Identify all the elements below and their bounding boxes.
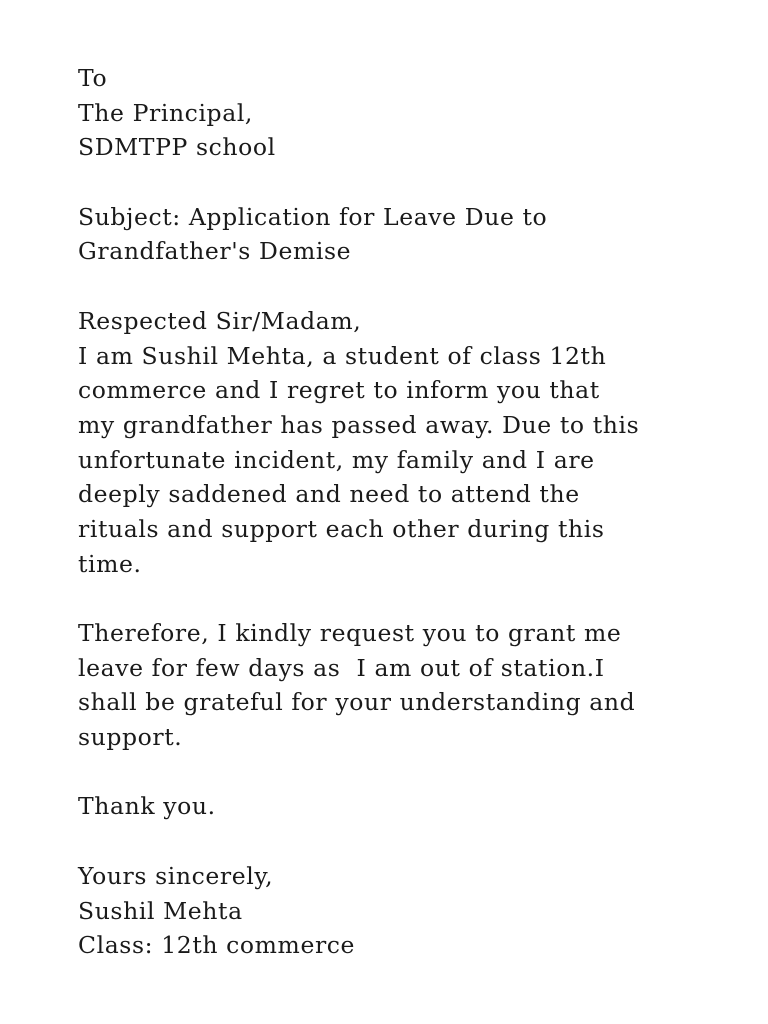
salutation: Respected Sir/Madam,: [78, 306, 362, 335]
signer-name: Sushil Mehta: [78, 896, 243, 925]
paragraph-line: shall be grateful for your understanding and: [78, 688, 636, 717]
subject-line-1: Subject: Application for Leave Due to: [78, 202, 548, 231]
paragraph-line: support.: [78, 723, 183, 752]
paragraph-line: Therefore, I kindly request you to grant me: [78, 619, 622, 647]
spacer: [78, 581, 738, 616]
recipient-block: [78, 61, 738, 165]
closing-block: [78, 859, 738, 963]
paragraph-line: rituals and support each other during this: [78, 514, 605, 543]
recipient-title: The Principal,: [78, 98, 253, 127]
thanks-line: Thank you.: [78, 792, 216, 821]
paragraph-line: commerce and I regret to inform you that: [78, 376, 600, 405]
spacer: [78, 824, 738, 859]
leave-application-letter: [78, 61, 738, 963]
paragraph-line: I am Sushil Mehta, a student of class 12th: [78, 341, 607, 370]
valediction: Yours sincerely,: [78, 861, 274, 890]
body-paragraph-2: [78, 616, 738, 755]
body-paragraph-1: [78, 339, 738, 582]
paragraph-line: deeply saddened and need to attend the: [78, 480, 580, 509]
spacer: [78, 269, 738, 304]
paragraph-line: leave for few days as I am out of station.I: [78, 653, 605, 682]
signer-class: Class: 12th commerce: [78, 931, 356, 960]
paragraph-line: time.: [78, 549, 142, 578]
spacer: [78, 165, 738, 200]
paragraph-line: my grandfather has passed away. Due to this: [78, 410, 640, 439]
paragraph-line: unfortunate incident, my family and I are: [78, 445, 595, 474]
subject-line-2: Grandfather's Demise: [78, 237, 352, 266]
recipient-school: SDMTPP school: [78, 133, 276, 162]
recipient-to: To: [78, 64, 108, 92]
subject-block: [78, 200, 738, 269]
spacer: [78, 755, 738, 790]
